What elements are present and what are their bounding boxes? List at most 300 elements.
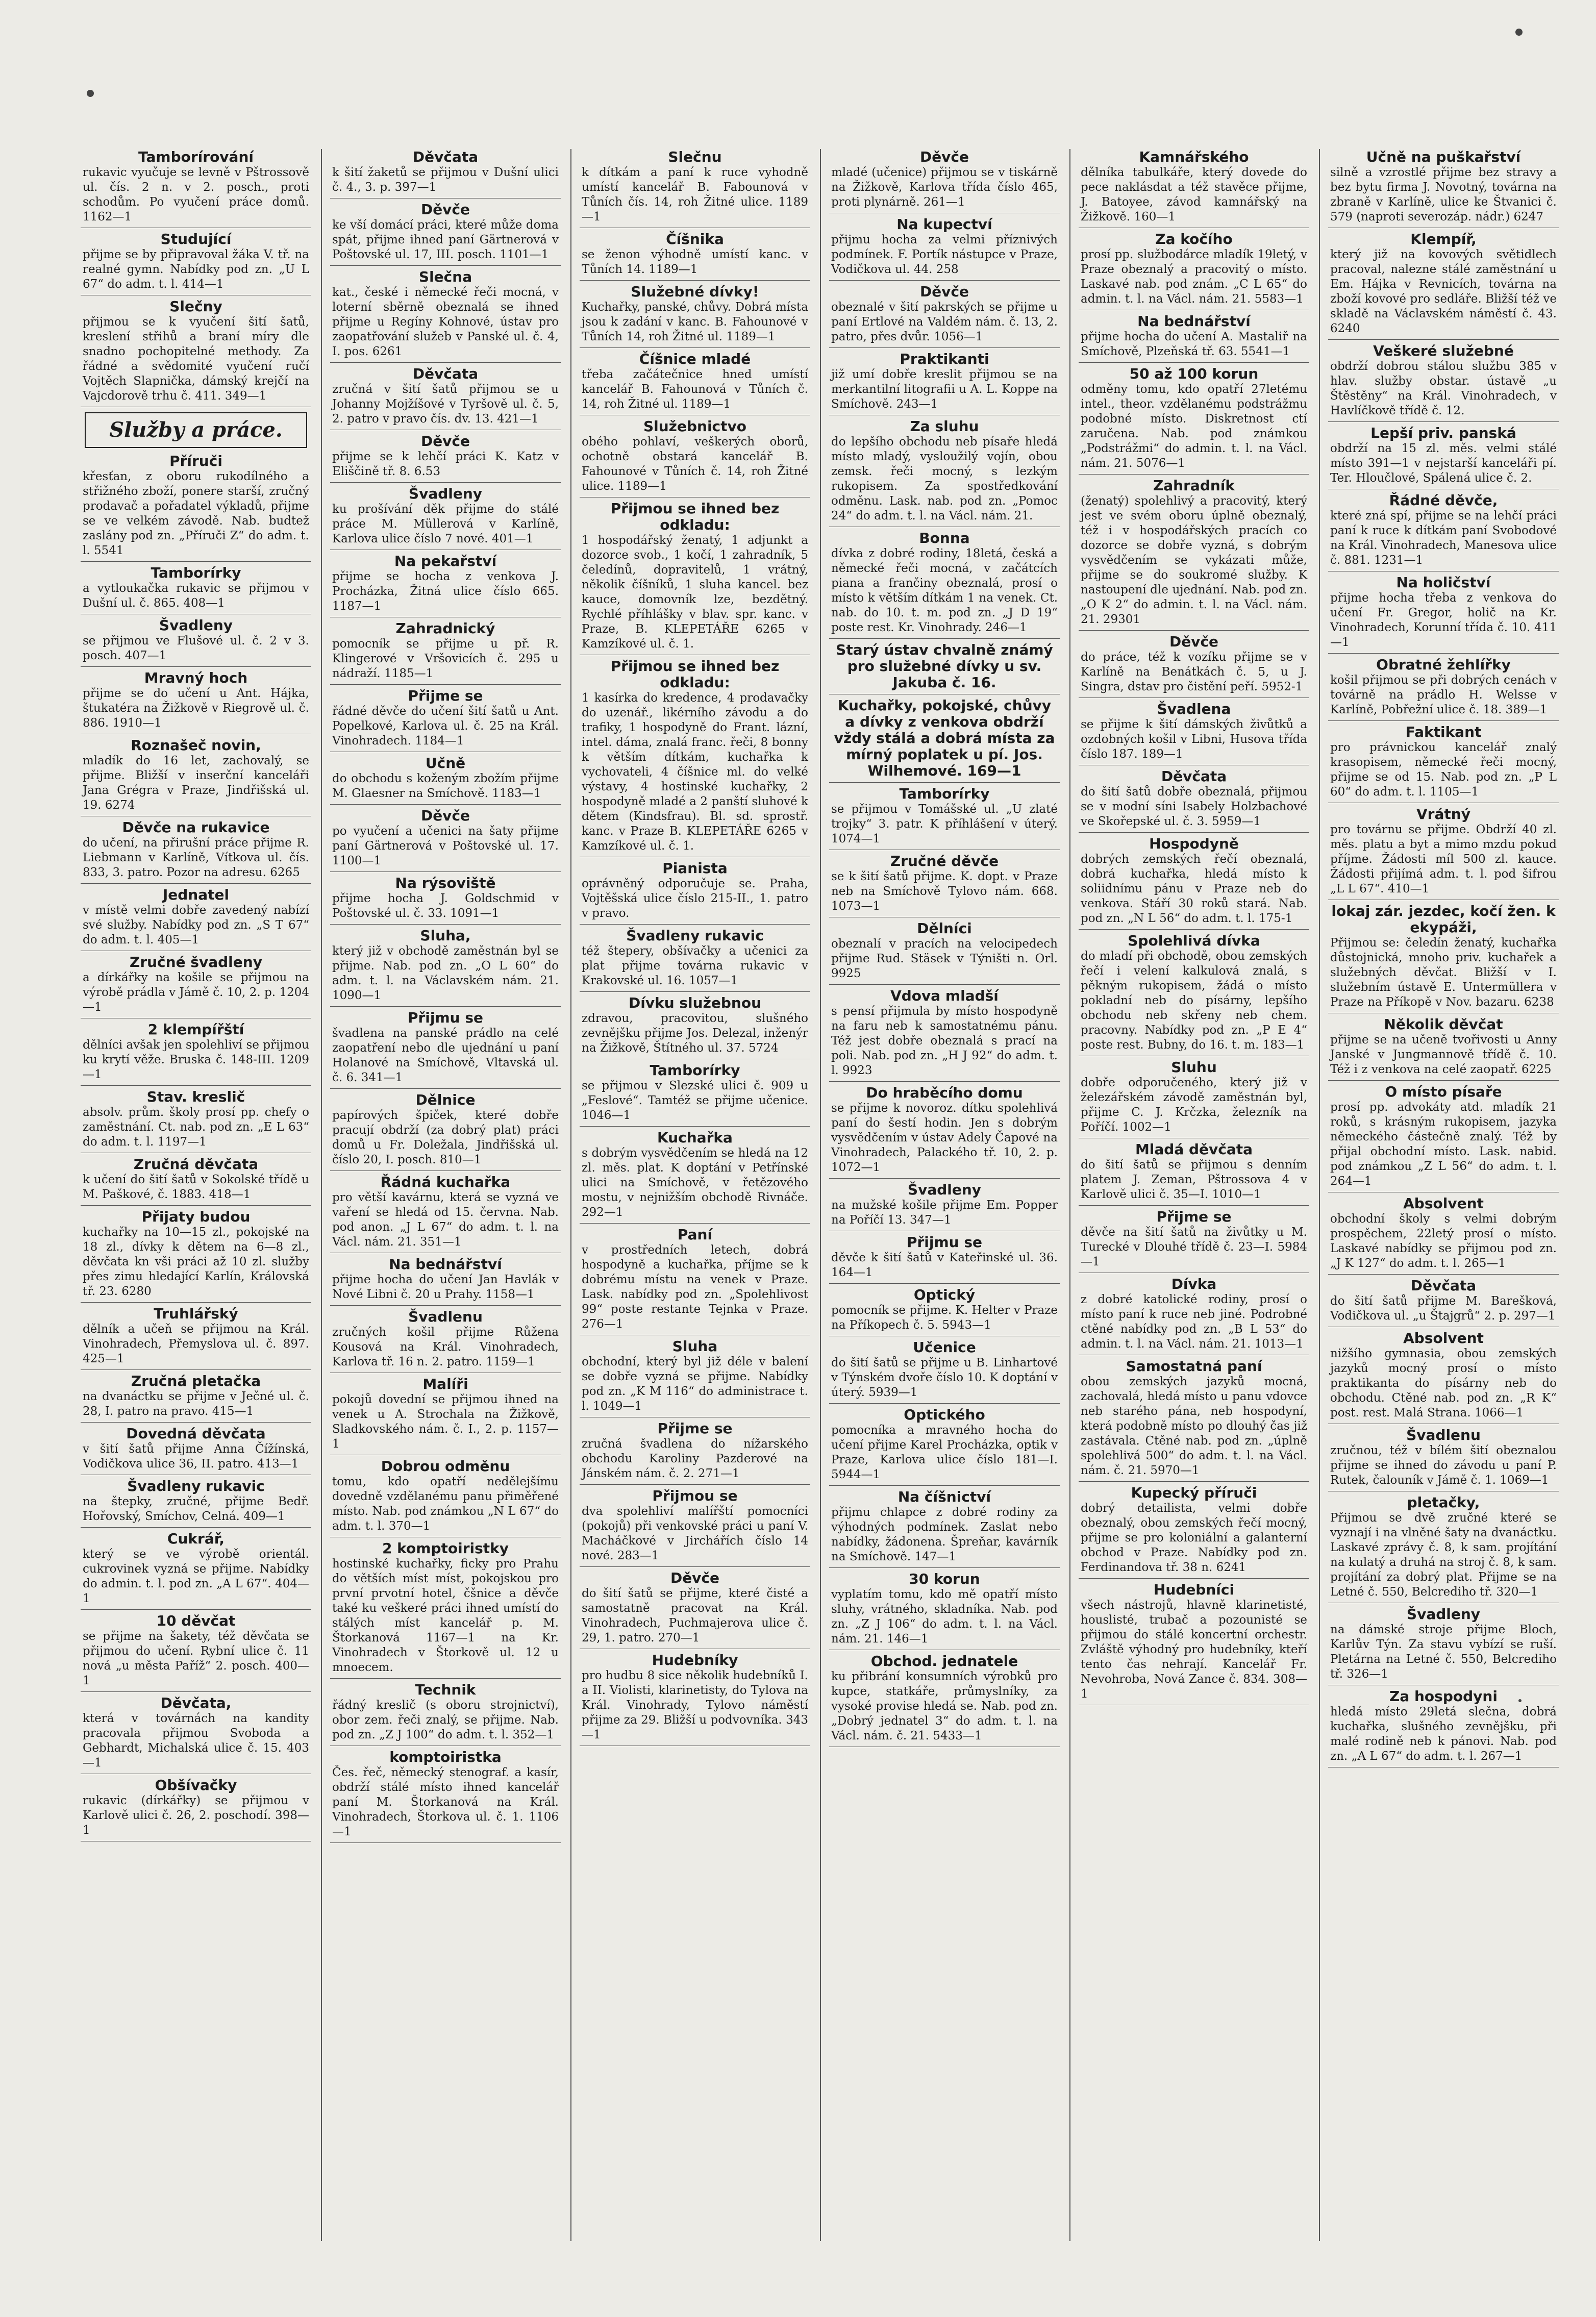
classified-ad	[580, 1130, 810, 1224]
ad-text: v místě velmi dobře zavedený nabízí své služby. Nabídky pod zn. „S T 67“ do adm. t. l. 405—1	[83, 904, 309, 946]
section-title: Služby a práce.	[85, 412, 307, 448]
classified-ad	[829, 530, 1060, 639]
classified-ad	[1328, 806, 1559, 900]
ad-text: Čes. řeč, německý stenograf. a kasír, obdrží stálé místo ihned kancelář paní M. Štorkanová na Král. Vinohradech, Štorkova ul. č. 1. 1106—1	[332, 1766, 559, 1838]
classified-ad	[330, 1458, 561, 1537]
classified-ad	[580, 1652, 810, 1746]
classified-ad	[829, 1489, 1060, 1568]
ad-heading: Vdova mladší	[890, 987, 999, 1004]
ad-text: na dvanáctku se přijme v Ječné ul. č. 28, I. patro na pravo. 415—1	[83, 1390, 309, 1418]
ad-heading: Učně na puškařství	[1366, 149, 1521, 165]
ad-text: mladé (učenice) přijmou se v tiskárně na Žižkově, Karlova třída číslo 465, proti plynárně. 261—1	[831, 166, 1058, 209]
ad-heading: Přijmu se	[906, 1234, 983, 1251]
ad-text: ku prošívání děk přijme do stálé práce M. Müllerová v Karlíně, Karlova ulice číslo 7 nové. 401—1	[332, 503, 559, 545]
ad-text: po vyučení a učenici na šaty přijme paní Gärtnerová v Poštovské ul. 17. 1100—1	[332, 825, 559, 867]
classified-ad	[829, 853, 1060, 917]
ad-text: děvče k šití šatů v Kateřinské ul. 36. 164—1	[831, 1251, 1058, 1279]
ad-heading: Na bednářství	[1137, 313, 1251, 330]
classified-ad	[580, 231, 810, 281]
ad-text: řádné děvče do učení šití šatů u Ant. Popelkové, Karlova ul. č. 25 na Král. Vinohradech. 1184—1	[332, 705, 559, 748]
classified-ad	[829, 284, 1060, 348]
classified-ad	[1079, 1358, 1309, 1482]
classified-ad	[829, 418, 1060, 527]
ad-text: obeznalé v šití pakrských se přijme u paní Ertlové na Valdém nám. č. 13, 2. patro, přes dvůr. 1056—1	[831, 301, 1058, 343]
classified-ad	[330, 486, 561, 550]
ad-heading: Číšnice mladé	[639, 351, 751, 367]
classified-ad	[81, 887, 311, 951]
ad-text: který již v obchodě zaměstnán byl se přijme. Nab. pod zn. „O L 60“ do adm. t. l. na Václavském nám. 21. 1090—1	[332, 944, 559, 1002]
ad-text: v šití šatů přijme Anna Čížínská, Vodičkova ulice 36, II. patro. 413—1	[83, 1442, 309, 1471]
ad-heading: Zručná děvčata	[133, 1156, 259, 1173]
classified-columns	[81, 149, 1560, 2241]
ad-heading: Hospodyně	[1149, 835, 1239, 852]
ad-text: 1 kasírka do kredence, 4 prodavačky do uzenář., likérního závodu a do trafiky, 1 hospodyně do Frant. lázní, intel. dáma, znalá franc. řeči, 8 bonny k větším dítkám, kuchařka k vychovateli, 4 číšnice ml. do velké výstavy, 4 hostinské kuchařky, 2 hospodyně mladé a 2 panští sluhové k dětem (Kindsfrau). Bl. sd. sprostř. kanc. v Praze B. KLEPETÁŘE 6265 v Kamzíkové ul. č. 1.	[582, 691, 808, 853]
ad-text: dělníci avšak jen spolehliví se přijmou ku krytí věže. Bruska č. 148-III. 1209—1	[83, 1038, 309, 1081]
classified-ad	[1328, 1330, 1559, 1424]
ad-text: ku přibrání konsumních výrobků pro kupce, statkáře, průmyslníky, za vysoké provise hledá se. Nab. pod zn. „Dobrý jednatel 3“ do adm. t. l. na Václ. nám. č. 21. 5433—1	[831, 1670, 1058, 1742]
ad-heading: Přijmou se	[652, 1487, 738, 1504]
ad-heading: Do hraběcího domu	[866, 1084, 1023, 1101]
ad-text: obou zemských jazyků mocná, zachovalá, hledá místo u panu vdovce neb starého pána, neb hospodyní, která podobně místo po dlouhý čas již zastávala. Ctěné nab. pod zn. „úplně spolehlivá 500“ do adm. t. l. na Václ. nám. č. 21. 5970—1	[1081, 1375, 1307, 1477]
classified-ad	[1328, 657, 1559, 721]
classified-ad	[1328, 1427, 1559, 1491]
classified-ad	[81, 1156, 311, 1206]
classified-ad	[81, 1209, 311, 1303]
ad-heading: Jednatel	[162, 886, 230, 903]
classified-ad	[580, 501, 810, 655]
classified-ad	[330, 269, 561, 363]
column-rule	[570, 149, 571, 2241]
ad-heading: Švadleny	[159, 617, 233, 634]
classified-ad	[829, 1287, 1060, 1336]
ad-heading: Truhlářský	[154, 1305, 238, 1322]
ad-text: přijme se do učení u Ant. Hájka, štukatéra na Žižkově v Riegrově ul. č. 886. 1910—1	[83, 687, 309, 730]
ad-heading: Studující	[160, 231, 232, 247]
classified-ad	[1079, 836, 1309, 930]
classified-ad	[81, 231, 311, 295]
ad-heading: 50 až 100 korun	[1129, 365, 1259, 382]
classified-ad	[81, 670, 311, 734]
ad-text: švadlena na panské prádlo na celé zaopatření nebo dle ujednání u paní Holanové na Smíchově, Vltavská ul. č. 6. 341—1	[332, 1027, 559, 1084]
ad-heading: Optického	[904, 1406, 985, 1423]
ad-heading: Slečnu	[668, 149, 722, 165]
ad-heading: Klempíř,	[1410, 231, 1477, 247]
classified-ad	[81, 1777, 311, 1841]
classified-ad	[81, 1306, 311, 1370]
ad-heading: Švadleny	[408, 485, 483, 502]
classified-ad	[1328, 903, 1559, 1013]
ad-text: přijme se hocha z venkova J. Procházka, Žitná ulice číslo 665. 1187—1	[332, 570, 559, 613]
ad-heading: Sluha,	[420, 927, 471, 944]
ad-text: přijme se k lehčí práci K. Katz v Eliščině tř. 8. 6.53	[332, 450, 559, 478]
ad-text: pro větší kavárnu, která se vyzná ve vaření se hledá od 15. června. Nab. pod anon. „J L 67“ do adm. t. l. na Václ. nám. 21. 351—1	[332, 1191, 559, 1249]
ad-heading: Na bednářství	[389, 1256, 502, 1273]
ad-text: rukavic (dírkářky) se přijmou v Karlově ulici č. 26, 2. poschodí. 398—1	[83, 1794, 309, 1837]
ad-text: třeba začátečnice hned umístí kancelář B. Fahounová v Tůních č. 14, roh Žitné ul. 1189—1	[582, 368, 808, 411]
ad-text: křesťan, z oboru rukodílného a střižného zboží, ponere starší, zručný prodavač a pořadatel výkladů, přijme se ve velkém závodě. Nab. budtež zaslány pod zn. „Příruči Z“ do adm. t. l. 5541	[83, 470, 309, 557]
classified-ad	[81, 1613, 311, 1692]
classified-ad	[81, 298, 311, 407]
ad-heading: Tamborírování	[138, 149, 254, 165]
ad-heading: Optický	[913, 1286, 976, 1303]
ad-heading: Tamborírky	[151, 564, 241, 581]
classified-ad	[1328, 1278, 1559, 1327]
ad-heading: Děvčata	[412, 149, 479, 165]
ad-text: dobrý detailista, velmi dobře obeznalý, obou zemských řečí mocný, přijme se pro koloniální a galanterní obchod v Praze. Nabídky pod zn. Ferdinandova tř. 38 n. 6241	[1081, 1502, 1307, 1574]
classified-ad	[580, 1570, 810, 1649]
classified-ad	[829, 149, 1060, 213]
classified-ad	[829, 697, 1060, 783]
ad-text: přijme se by připravoval žáka V. tř. na realné gymn. Nabídky pod zn. „U L 67“ do adm. t. l. 414—1	[83, 248, 309, 291]
ad-text: dělník a učeň se přijmou na Král. Vinohradech, Přemyslova ul. č. 897. 425—1	[83, 1323, 309, 1365]
classified-ad	[330, 1540, 561, 1679]
ad-heading: Absolvent	[1403, 1195, 1484, 1212]
ad-heading: Zručné děvče	[890, 853, 999, 869]
ad-heading: 30 korun	[909, 1571, 980, 1587]
ad-heading: Přijmou se ihned bez odkladu:	[610, 658, 780, 691]
ad-heading: Sluha	[672, 1338, 718, 1355]
classified-ad	[1328, 1494, 1559, 1603]
ad-text: 1 hospodářský ženatý, 1 adjunkt a dozorce svob., 1 kočí, 1 zahradník, 5 čeledínů, dopravitelů, 1 vrátný, několik číšníků, 1 sluha kancel. bez kauce, domovník lze, bezdětný. Rychlé příhlášky v blav. spr. kanc. v Praze, B. KLEPETÁŘE 6265 v Kamzíkové ul. č. 1.	[582, 534, 808, 651]
ad-heading: Učně	[425, 755, 466, 771]
ad-text: k dítkám a paní k ruce vyhodně umístí kancelář B. Fabounová v Tůních čís. 14, roh Žitné ulice. 1189—1	[582, 166, 808, 223]
classified-ad	[330, 1309, 561, 1373]
classified-ad	[81, 1531, 311, 1610]
ad-heading: 10 děvčat	[156, 1612, 236, 1629]
ad-text: k šití žaketů se přijmou v Dušní ulici č. 4., 3. p. 397—1	[332, 166, 559, 194]
ad-text: se přijme k šití dámských živůtků a ozdobných košil v Libni, Husova třída číslo 187. 189—1	[1081, 718, 1307, 761]
ad-text: dobrých zemských řečí obeznalá, dobrá kuchařka, hledá místo k soliidnímu pánu v Praze neb do venkova. Stáří 30 roků stará. Nab. pod zn. „N L 56“ do adm. t. l. 175-1	[1081, 853, 1307, 925]
classified-ad	[580, 658, 810, 857]
ad-text: dobře odporučeného, který již v železářském závodě zaměstnán byl, přijme C. J. Krčzka, železník na Poříčí. 1002—1	[1081, 1076, 1307, 1134]
ad-text: silně a vzrostlé přijme bez stravy a bez bytu firma J. Novotný, továrna na zbraně v Karlíně, ulice ke Štvanici č. 579 (naproti severozáp. nádr.) 6247	[1330, 166, 1557, 223]
ad-text: zručná v šití šatů přijmou se u Johanny Mojžíšové v Tyršově ul. č. 5, 2. patro v pravo čís. dv. 13. 421—1	[332, 383, 559, 426]
classified-ad	[580, 1062, 810, 1127]
classified-ad	[330, 1749, 561, 1843]
ad-text: Přijmou se dvě zručné které se vyznají i na vlněné šaty na dvanáctku. Laskavé zprávy č. 8, k sam. projítání na kulatý a druhá na stroj č. 8, k sam. projítání za dobrý plat. Přijme se na Letné č. 550, Belcrediho tř. 320—1	[1330, 1511, 1557, 1599]
classified-ad	[81, 453, 311, 562]
ad-heading: Švadlenu	[1406, 1427, 1481, 1443]
classified-ad	[1079, 1276, 1309, 1355]
classified-ad	[1079, 701, 1309, 765]
classified-ad	[1328, 343, 1559, 422]
ad-heading: Děvče na rukavice	[122, 819, 270, 836]
ad-heading: Pianista	[662, 860, 728, 877]
ad-heading: Dělníci	[917, 920, 972, 937]
ad-heading: Paní	[677, 1226, 713, 1243]
ad-heading: Děvčata	[412, 365, 479, 382]
ad-text: se k šití šatů přijme. K. dopt. v Praze neb na Smíchově Tylovo nám. 668. 1073—1	[831, 870, 1058, 913]
classified-ad	[1079, 1485, 1309, 1579]
classified-ad	[1328, 1016, 1559, 1081]
classified-ad	[330, 202, 561, 266]
ad-text: obdrží dobrou stálou službu 385 v hlav. služby obstar. ústavě „u Štěstěny“ na Král. Vinohradech, v Havlíčkově třídě č. 12.	[1330, 360, 1557, 417]
ad-heading: Zahradnický	[395, 620, 495, 637]
classified-ad	[330, 1010, 561, 1089]
classified-column	[580, 149, 810, 2241]
ad-heading: Přijme se	[1156, 1208, 1232, 1225]
ad-text: pro továrnu se přijme. Obdrží 40 zl. měs. platu a byt a mimo mzdu pokud příjme. Žádosti míl 500 zl. kauce. Žádosti přijímá adm. t. l. pod šifrou „L L 67“. 410—1	[1330, 823, 1557, 895]
classified-ad	[1328, 575, 1559, 654]
classified-ad	[330, 366, 561, 430]
ad-heading: Děvče	[420, 807, 470, 824]
ad-text: obeznalí v pracích na velocipedech přijme Rud. Stäsek v Týništi n. Orl. 9925	[831, 937, 1058, 980]
ad-text: odměny tomu, kdo opatří 27letému intel., theor. vzdělanému podstrážmu podobné místo. Diskretnost ctí zaručena. Nab. pod známkou „Podstrážmi“ do admin. t. l. na Václ. nám. 21. 5076—1	[1081, 383, 1307, 470]
ad-text: se přijmou ve Flušové ul. č. 2 v 3. posch. 407—1	[83, 634, 309, 662]
ad-heading: Švadleny	[1406, 1606, 1481, 1623]
ad-text: a dírkářky na košile se přijmou na výrobě prádla v Jámě č. 10, 2. p. 1204—1	[83, 971, 309, 1014]
page-speck	[1515, 29, 1523, 36]
classified-ad	[330, 808, 561, 872]
ad-text: přijmou se k vyučení šití šatů, kreslení střihů a braní míry dle snadno pochopitelné methody. Za řádné a svědomité vyučení ručí Vojtěch Slapnička, dámský krejčí na Vajcdorově trhu č. 411. 349—1	[83, 315, 309, 403]
ad-heading: Zahradník	[1153, 477, 1235, 494]
classified-ad	[829, 1085, 1060, 1179]
ad-text: papírových špiček, které dobře pracují obdrží (za dobrý plat) práci domů u Fr. Doležala, Jindřišská ul. číslo 20, I. posch. 810—1	[332, 1109, 559, 1166]
ad-text: na dámské stroje přijme Bloch, Karlův Týn. Za stavu vybízí se ruší. Pletárna na Letné č. 550, Belcrediho tř. 326—1	[1330, 1623, 1557, 1681]
ad-heading: Kuchařka	[657, 1129, 733, 1146]
ad-heading: Obratné žehlířky	[1376, 656, 1511, 673]
classified-ad	[330, 688, 561, 752]
classified-ad	[829, 988, 1060, 1082]
classified-ad	[1328, 425, 1559, 489]
classified-ad	[580, 995, 810, 1059]
ad-heading: Za sluhu	[910, 418, 979, 435]
ad-heading: Dobrou odměnu	[381, 1458, 510, 1475]
ad-heading: 2 klempířští	[147, 1021, 244, 1038]
classified-ad	[330, 1174, 561, 1253]
ad-heading: Děvče	[420, 201, 470, 218]
ad-heading: Přijmou se ihned bez odkladu:	[610, 500, 780, 533]
ad-heading: Na pekařství	[394, 553, 497, 569]
classified-ad	[580, 860, 810, 925]
ad-heading: Děvčata,	[160, 1695, 232, 1711]
classified-column	[330, 149, 561, 2241]
ad-text: v prostředních letech, dobrá hospodyně a kuchařka, příjme se k dobrému místu na venek v Praze. Lask. nabídky pod zn. „Spolehlivost 99“ poste restante Tejnka v Praze. 276—1	[582, 1243, 808, 1331]
ad-heading: Malíři	[422, 1376, 468, 1392]
ad-heading: komptoiristka	[389, 1749, 502, 1765]
classified-ad	[81, 149, 311, 228]
ad-text: přijme se na učeně tvořivosti u Anny Janské v Jungmannově třídě č. 10. Též i z venkova na celé zaopatř. 6225	[1330, 1033, 1557, 1076]
ad-text: pro hudbu 8 sice několik hudebníků I. a II. Violisti, klarinetisty, do Tylova na Král. Vinohrady, Tylovo náměstí přijme za 29. Bližší u podvovníka. 343—1	[582, 1669, 808, 1741]
ad-text: do lepšího obchodu neb písaře hledá místo mladý, vysloužilý vojín, obou zemsk. řeči mocný, s lezkým rukopisem. Za spostředkování odměnu. Lask. nab. pod zn. „Pomoc 24“ do adm. t. l. na Václ. nám. 21.	[831, 435, 1058, 522]
ad-text: dělníka tabulkáře, který dovede do pece naklásdat a též stavěce přijme, J. Batoyee, závod kamnářský na Žižkově. 160—1	[1081, 166, 1307, 223]
ad-text: se přijmou v Slezské ulici č. 909 u „Feslové“. Tamtéž se přijme učenice. 1046—1	[582, 1079, 808, 1122]
ad-heading: Starý ústav chvalně známý pro služebné dívky u sv. Jakuba č. 16.	[836, 641, 1053, 691]
column-rule	[1319, 149, 1320, 2241]
ad-heading: Několik děvčat	[1384, 1016, 1503, 1033]
ad-heading: Švadlena	[1157, 701, 1231, 717]
ad-text: Kuchařky, panské, chůvy. Dobrá místa jsou k zadání v kanc. B. Fahounové v Tůních 14, roh Žitné ul. 1189—1	[582, 301, 808, 343]
classified-ad	[829, 642, 1060, 694]
ad-heading: Hudebníky	[652, 1652, 738, 1668]
classified-ad	[1328, 1084, 1559, 1192]
classified-ad	[81, 954, 311, 1018]
ad-heading: Švadleny rukavic	[626, 927, 764, 944]
ad-heading: Veškeré služebné	[1373, 342, 1514, 359]
ad-heading: Řádná kuchařka	[380, 1174, 511, 1190]
ad-text: s dobrým vysvědčením se hledá na 12 zl. měs. plat. K doptání v Petřínské ulici na Smíchově, v řetězového mostu, v nejnižším obchodě Rivnáče. 292—1	[582, 1147, 808, 1219]
classified-ad	[81, 737, 311, 816]
ad-text: přijme hocha J. Goldschmid v Poštovské ul. č. 33. 1091—1	[332, 892, 559, 920]
ad-heading: Stav. kreslič	[146, 1088, 245, 1105]
column-rule	[321, 149, 322, 2241]
ad-heading: Absolvent	[1403, 1330, 1484, 1347]
classified-ad	[829, 1182, 1060, 1231]
ad-text: košil přijmou se při dobrých cenách v továrně na prádlo H. Welsse v Karlíně, Pobřežní ulice č. 18. 389—1	[1330, 674, 1557, 716]
classified-ad	[1079, 634, 1309, 698]
classified-ad	[829, 216, 1060, 281]
ad-text: všech nástrojů, hlavně klarinetisté, houslisté, trubač a pozounisté se přijmou do stálé koncertní orchestr. Zvláště výhodný pro hudebníky, kteří tento čas nehrají. Kancelář Fr. Nevohroba, Nová Zance č. 834. 308—1	[1081, 1599, 1307, 1701]
ad-text: pokojů dovední se přijmou ihned na venek u A. Strochala na Žižkově, Sladkovského nám. č. I., 2. p. 1157—1	[332, 1393, 559, 1451]
ad-text: která v továrnách na kandity pracovala přijmou Svoboda a Gebhardt, Michalská ulice č. 15. 403—1	[83, 1712, 309, 1770]
ad-text: se přijmou v Tomášské ul. „U zlaté trojky“ 3. patr. K příhlášení v úterý. 1074—1	[831, 803, 1058, 845]
ad-text: dva spolehliví malířští pomocníci (pokojů) při venkovské práci u paní V. Macháčkové v Jirchářích číslo 14 nové. 283—1	[582, 1505, 808, 1562]
ad-text: pro právnickou kancelář znalý krasopisem, německé řeči mocný, přijme se od 15. Nab. pod zn. „P L 60“ do adm. t. l. 1105—1	[1330, 741, 1557, 799]
ad-heading: Na rýsoviště	[395, 875, 496, 891]
classified-ad	[580, 1421, 810, 1485]
ad-text: prosí pp. advokáty atd. mladík 21 roků, s krásným rukopisem, jazyka německého částečně znalý. Též by přijal obchodní místo. Lask. nabid. pod známkou „Z L 56“ do adm. t. l. 264—1	[1330, 1101, 1557, 1188]
ad-text: se ženon výhodně umístí kanc. v Tůních 14. 1189—1	[582, 248, 808, 276]
ad-heading: Slečna	[418, 268, 472, 285]
ad-heading: Praktikanti	[900, 351, 989, 367]
classified-ad	[1079, 149, 1309, 228]
ad-text: zdravou, pracovitou, slušného zevnějšku přijme Jos. Delezal, inženýr na Žižkově, Štítného ul. 37. 5724	[582, 1012, 808, 1055]
ad-text: obchodní, který byl již déle v balení se dobře vyzná se přijme. Nabídky pod zn. „K M 116“ do administrace t. l. 1049—1	[582, 1355, 808, 1413]
classified-ad	[580, 1227, 810, 1335]
ad-heading: Kupecký příruči	[1131, 1484, 1257, 1501]
ad-heading: Na holičství	[1396, 574, 1491, 591]
ad-heading: Zručná pletačka	[131, 1373, 261, 1389]
ad-heading: Přijme se	[657, 1420, 733, 1437]
column-rule	[820, 149, 821, 2241]
classified-ad	[81, 1426, 311, 1475]
ad-heading: Obšívačky	[155, 1777, 237, 1793]
ad-text: který se ve výrobě orientál. cukrovinek vyzná se přijme. Nabídky do admin. t. l. pod zn. „A L 67“. 404—1	[83, 1548, 309, 1605]
classified-ad	[1328, 149, 1559, 228]
ad-heading: lokaj zár. jezdec, kočí žen. k ekypáži,	[1331, 903, 1556, 936]
ad-heading: Za hospodyni	[1389, 1688, 1498, 1705]
classified-ad	[829, 1234, 1060, 1284]
ad-heading: Faktikant	[1405, 724, 1482, 740]
ad-heading: Slečny	[169, 298, 222, 315]
ad-text: do práce, též k vozíku přijme se v Karlíně na Benátkách č. 5, u J. Singra, dstav pro čistění peří. 5952-1	[1081, 651, 1307, 693]
ad-text: nižšího gymnasia, obou zemských jazyků mocný prosí o místo praktikanta do písárny neb do obchodu. Ctěné nab. pod zn. „R K“ post. rest. Malá Strana. 1066—1	[1330, 1347, 1557, 1419]
classified-ad	[1079, 478, 1309, 631]
ad-heading: Bonna	[919, 530, 970, 546]
ad-heading: 2 komptoiristky	[382, 1540, 509, 1557]
ad-heading: Švadleny	[907, 1181, 982, 1198]
ad-text: z dobré katolické rodiny, prosí o místo paní k ruce neb jiné. Podrobné ctěné nabídky pod zn. „B L 53“ do admin. t. l. na Václ. nám. 21. 1013—1	[1081, 1293, 1307, 1351]
ad-text: do mladí při obchodě, obou zemských řečí i velení kalkulová znalá, s pěkným rukopisem, žádá o místo pokladní neb do písárny, lepšího obchodu neb skřeny neb chem. pracovny. Nabídky pod zn. „P E 4“ poste rest. Bubny, do 16. t. m. 183—1	[1081, 950, 1307, 1052]
ad-text: absolv. prům. školy prosí pp. chefy o zaměstnání. Ct. nab. pod zn. „E L 63“ do adm. t. l. 1197—1	[83, 1106, 309, 1149]
ad-text: zručnou, též v bílém šití obeznalou přijme se ihned do závodu u paní P. Rutek, čalouník v Jámě č. 1. 1069—1	[1330, 1444, 1557, 1487]
classified-ad	[1079, 366, 1309, 475]
classified-column	[81, 149, 311, 2241]
ad-heading: Kamnářského	[1139, 149, 1249, 165]
ad-heading: Učenice	[913, 1339, 976, 1356]
classified-ad	[330, 149, 561, 198]
ad-heading: Dívka	[1171, 1276, 1217, 1292]
classified-ad	[1079, 768, 1309, 833]
ad-text: pomocníka a mravného hocha do učení přijme Karel Procházka, optik v Praze, Karlova ulice číslo 181—I. 5944—1	[831, 1424, 1058, 1481]
ad-heading: Za kočího	[1155, 231, 1233, 247]
classified-ad	[829, 920, 1060, 985]
ad-heading: Hudebníci	[1153, 1581, 1235, 1598]
ad-heading: Švadlenu	[408, 1308, 483, 1325]
ad-text: hledá místo 29letá slečna, dobrá kuchařka, slušného zevnějšku, při malé rodině neb k pánovi. Nab. pod zn. „A L 67“ do adm. t. l. 267—1	[1330, 1705, 1557, 1763]
ad-text: na štepky, zručné, přijme Bedř. Hořovský, Smíchov, Celná. 409—1	[83, 1495, 309, 1523]
ad-heading: Technik	[415, 1681, 476, 1698]
ad-text: a vytloukačka rukavic se přijmou v Dušní ul. č. 865. 408—1	[83, 582, 309, 610]
ad-text: k učení do šití šatů v Sokolské třídě u M. Paškové, č. 1883. 418—1	[83, 1173, 309, 1201]
ad-text: se přijme k novoroz. dítku spolehlivá paní do šestí hodin. Jen s dobrým vysvědčením v ústav Adely Čapové na Vinohradech, Palackého tř. 10, 2. p. 1072—1	[831, 1102, 1058, 1174]
ad-text: oprávněný odporučuje se. Praha, Vojtěšská ulice číslo 215-II., 1. patro v pravo.	[582, 877, 808, 920]
classified-ad	[829, 1339, 1060, 1404]
ad-heading: Děvče	[919, 283, 969, 300]
ad-text: přijmu hocha za velmi příznivých podmínek. F. Portík nástupce v Praze, Vodičkova ul. 44. 258	[831, 233, 1058, 276]
classified-ad	[580, 351, 810, 415]
classified-ad	[580, 1488, 810, 1567]
classified-ad	[330, 1256, 561, 1306]
ad-text: vyplatím tomu, kdo mě opatří místo sluhy, vrátného, skladníka. Nab. pod zn. „Z J 106“ do adm. t. l. na Václ. nám. 21. 146—1	[831, 1588, 1058, 1646]
classified-ad	[829, 1571, 1060, 1650]
ad-text: kuchařky na 10—15 zl., pokojské na 18 zl., dívky k dětem na 6—8 zl., děvčata kn vši práci až 10 zl. služby přes zimu hledající Karlín, Královská tř. 23. 6280	[83, 1226, 309, 1298]
classified-ad	[81, 1695, 311, 1774]
ad-heading: Cukrář,	[167, 1530, 225, 1547]
ad-heading: Sluhu	[1171, 1059, 1217, 1076]
ad-text: děvče na šití šatů na živůtky u M. Turecké v Dlouhé třídě č. 23—I. 5984—1	[1081, 1226, 1307, 1268]
ad-text: již umí dobře kreslit přijmou se na merkantilní litografii u A. L. Koppe na Smíchově. 243—1	[831, 368, 1058, 411]
ad-text: přijmu chlapce z dobré rodiny za výhodných podmínek. Zaslat nebo nabídky, žádonena. Špreňar, kavárník na Smíchově. 147—1	[831, 1506, 1058, 1563]
classified-ad	[1079, 1141, 1309, 1206]
classified-ad	[580, 149, 810, 228]
ad-text: mladík do 16 let, zachovalý, se přijme. Bližší v inserční kanceláři Jana Grégra v Praze, Jindřišská ul. 19. 6274	[83, 754, 309, 812]
ad-text: které zná spí, přijme se na lehčí práci paní k ruce k dítkám paní Svobodové na Král. Vinohradech, Manesova ulice č. 881. 1231—1	[1330, 509, 1557, 567]
classified-ad	[330, 928, 561, 1007]
ad-heading: Tamborírky	[650, 1062, 740, 1079]
ad-text: do šití šatů se přijme u B. Linhartové v Týnském dvoře číslo 10. K doptání v úterý. 5939—1	[831, 1356, 1058, 1399]
ad-heading: Tamborírky	[899, 785, 990, 802]
classified-ad	[1079, 1059, 1309, 1138]
ad-text: obdrží na 15 zl. měs. velmi stálé místo 391—1 v nejstarší kanceláři pí. Ter. Hloučlové, Spálená ulice č. 2.	[1330, 442, 1557, 485]
ad-heading: Děvčata	[1410, 1277, 1477, 1294]
ad-heading: Mladá děvčata	[1135, 1141, 1253, 1158]
ad-heading: pletačky,	[1407, 1494, 1480, 1511]
ad-heading: Příruči	[169, 453, 222, 469]
ad-text: do obchodu s koženým zbožím přijme M. Glaesner na Smíchově. 1183—1	[332, 772, 559, 800]
ad-text: rukavic vyučuje se levně v Pštrossově ul. čís. 2 n. v 2. posch., proti schodům. Po vyučení práce domů. 1162—1	[83, 166, 309, 223]
ad-heading: Vrátný	[1416, 806, 1470, 823]
ad-text: ke vší domácí práci, které může doma spát, přijme ihned paní Gärtnerová v Poštovské ul. 17, III. posch. 1101—1	[332, 218, 559, 261]
classified-ad	[1079, 231, 1309, 310]
ad-text: pomocník se přijme. K. Helter v Praze na Příkopech č. 5. 5943—1	[831, 1304, 1058, 1332]
ad-heading: Dívku služebnou	[628, 994, 762, 1011]
classified-column	[1079, 149, 1309, 2241]
classified-ad	[81, 1373, 311, 1423]
classified-ad	[330, 1092, 561, 1171]
ad-heading: Dovedná děvčata	[126, 1425, 266, 1442]
classified-ad	[330, 755, 561, 805]
ad-heading: Švadleny rukavic	[127, 1478, 265, 1494]
classified-ad	[1328, 1606, 1559, 1685]
classified-ad	[580, 1338, 810, 1417]
classified-ad	[1328, 492, 1559, 571]
ad-heading: Na kupectví	[896, 216, 992, 233]
classified-ad	[1328, 1195, 1559, 1275]
classified-ad	[1328, 724, 1559, 803]
classified-ad	[1079, 313, 1309, 363]
classified-ad	[1328, 1688, 1559, 1767]
